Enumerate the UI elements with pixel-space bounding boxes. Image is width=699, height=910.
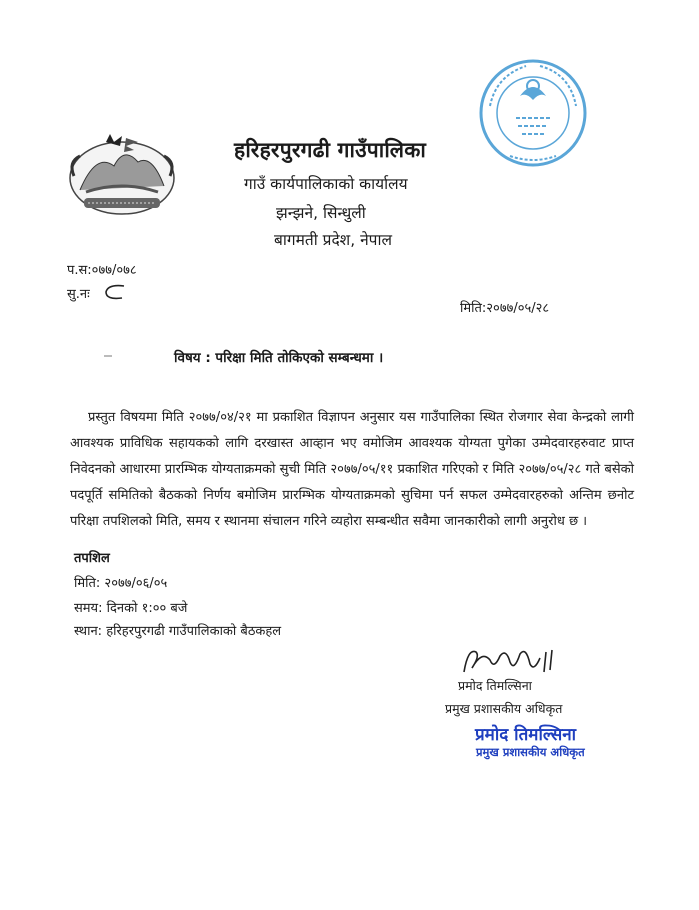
schedule-title: तपशिल <box>74 551 110 566</box>
letter-number: प.स:०७७/०७८ <box>67 263 137 278</box>
office-address-local: झन्झने, सिन्धुली <box>276 204 366 222</box>
office-subtitle: गाउँ कार्यपालिकाको कार्यालय <box>244 175 408 193</box>
dispatch-number-mark <box>100 282 130 304</box>
signatory-title: प्रमुख प्रशासकीय अधिकृत <box>445 701 563 716</box>
dispatch-number-label: सु.नः <box>67 287 90 302</box>
schedule-date: मिति: २०७७/०६/०५ <box>74 576 168 591</box>
office-seal-icon <box>476 56 590 170</box>
schedule-time: समय: दिनको १:०० बजे <box>74 601 188 616</box>
office-address-province: बागमती प्रदेश, नेपाल <box>274 231 393 249</box>
stamp-title: प्रमुख प्रशासकीय अधिकृत <box>476 745 585 759</box>
letter-subject: विषय : परिक्षा मिति तोकिएको सम्बन्धमा । <box>174 350 384 366</box>
letter-date: मिति:२०७७/०५/२८ <box>460 301 550 316</box>
office-name: हरिहरपुरगढी गाउँपालिका <box>234 138 427 162</box>
stamp-name: प्रमोद तिमल्सिना <box>475 725 577 745</box>
nepal-emblem-icon <box>66 132 178 218</box>
handwritten-signature <box>460 642 580 682</box>
letter-body: प्रस्तुत विषयमा मिति २०७७/०४/२१ मा प्रकाशित विज्ञापन अनुसार यस गाउँपालिका स्थित रोजगार सेवा केन्द्रको लागी आवश्यक प्राविधिक सहायकको लागि दरखास्त आव्हान भए वमोजिम आवश्यक योग्यता पुगेका उम्मेदवारहरुवाट प्राप्त निवेदनको आधारमा प्रारम्भिक योग्यताक्रमको सुची मिति २०७७/०५/११ प्रकाशित गरिएको र मिति २०७७/०५/२८ गते बसेको पदपूर्ति समितिको बैठकको निर्णय बमोजिम प्रारम्भिक योग्यताक्रमको सुचिमा पर्न सफल उम्मेदवारहरुको अन्तिम छनोट परिक्षा तपशिलको मिति, समय र स्थानमा संचालन गरिने व्यहोरा सम्बन्धीत सवैमा जानकारीको लागी अनुरोध छ । <box>70 410 634 529</box>
stray-mark <box>104 355 112 357</box>
schedule-venue: स्थान: हरिहरपुरगढी गाउँपालिकाको बैठकहल <box>74 624 282 639</box>
signatory-name: प्रमोद तिमल्सिना <box>458 678 532 693</box>
